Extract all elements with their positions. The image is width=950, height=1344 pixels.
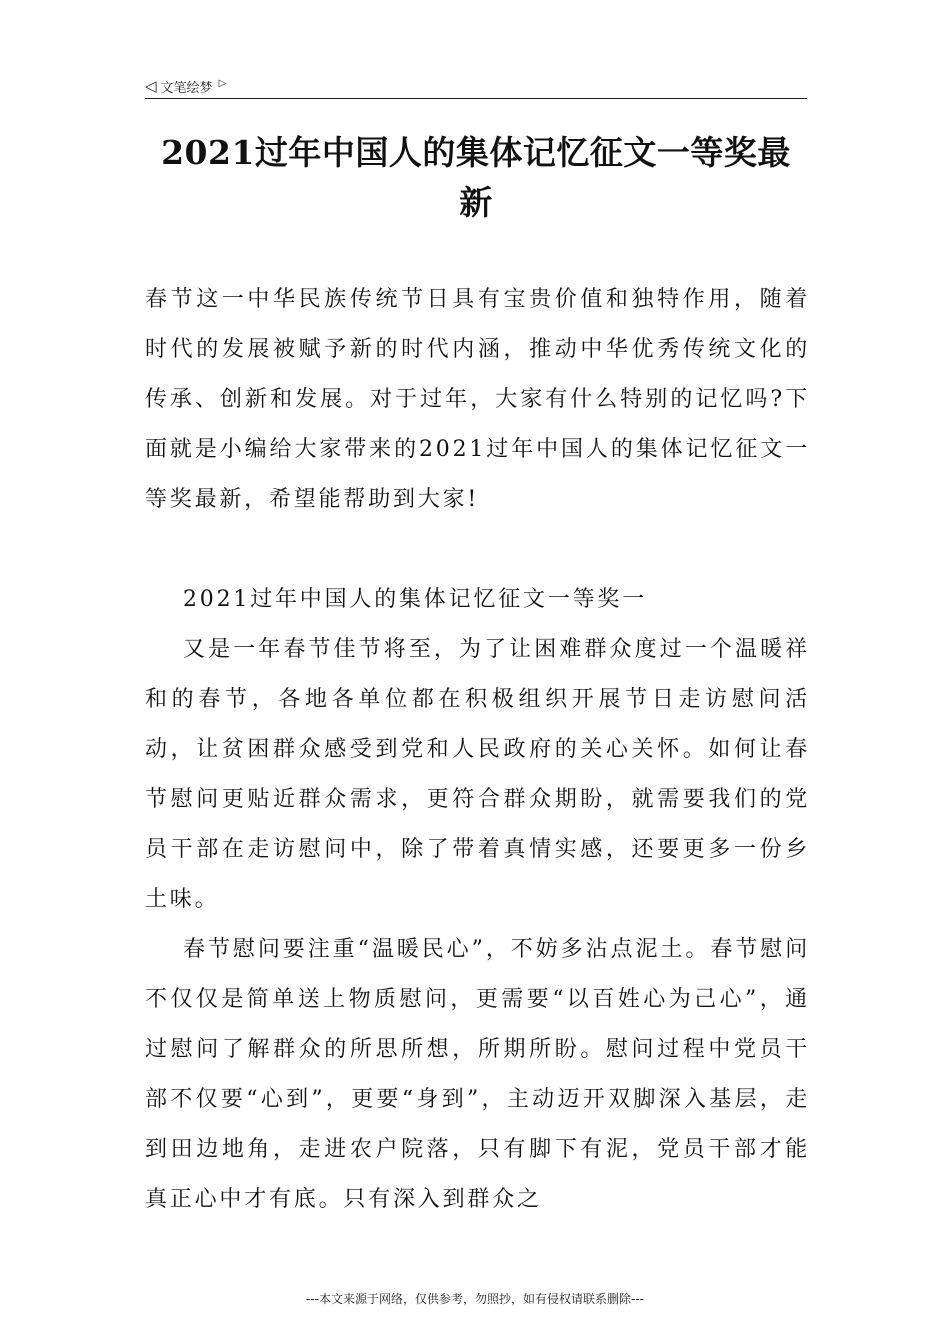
triangle-right-icon: ▷ [218,78,227,89]
section-heading: 2021过年中国人的集体记忆征文一等奖一 [183,587,647,612]
triangle-left-icon: ◁ [145,76,157,95]
body-paragraph: 春节慰问要注重“温暖民心”，不妨多沾点泥土。春节慰问不仅仅是简单送上物质慰问，更需要“以百姓心为己心”，通过慰问了解群众的所思所想，所期所盼。慰问过程中党员干部不仅要“心到”，更要“身到”，主动迈开双脚深入基层，走到田边地角，走进农户院落，只有脚下有泥，党员干部才能真正心中才有底。只有深入到群众之 [145,937,810,1212]
page-header [145,74,807,99]
intro-paragraph: 春节这一中华民族传统节日具有宝贵价值和独特作用，随着时代的发展被赋予新的时代内涵，推动中华优秀传统文化的传承、创新和发展。对于过年，大家有什么特别的记忆吗?下面就是小编给大家带来的2021过年中国人的集体记忆征文一等奖最新，希望能帮助到大家! [145,287,810,512]
site-name: 文笔绘梦 [160,80,213,96]
document-title: 2021过年中国人的集体记忆征文一等奖最新 [161,133,791,222]
document-body [145,275,810,1225]
page-footer: ---本文来源于网络，仅供参考，勿照抄，如有侵权请联系删除--- [306,1292,644,1306]
body-paragraph: 又是一年春节佳节将至，为了让困难群众度过一个温暖祥和的春节，各地各单位都在积极组织开展节日走访慰问活动，让贫困群众感受到党和人民政府的关心关怀。如何让春节慰问更贴近群众需求，更符合群众期盼，就需要我们的党员干部在走访慰问中，除了带着真情实感，还要更多一份乡土味。 [145,637,810,912]
